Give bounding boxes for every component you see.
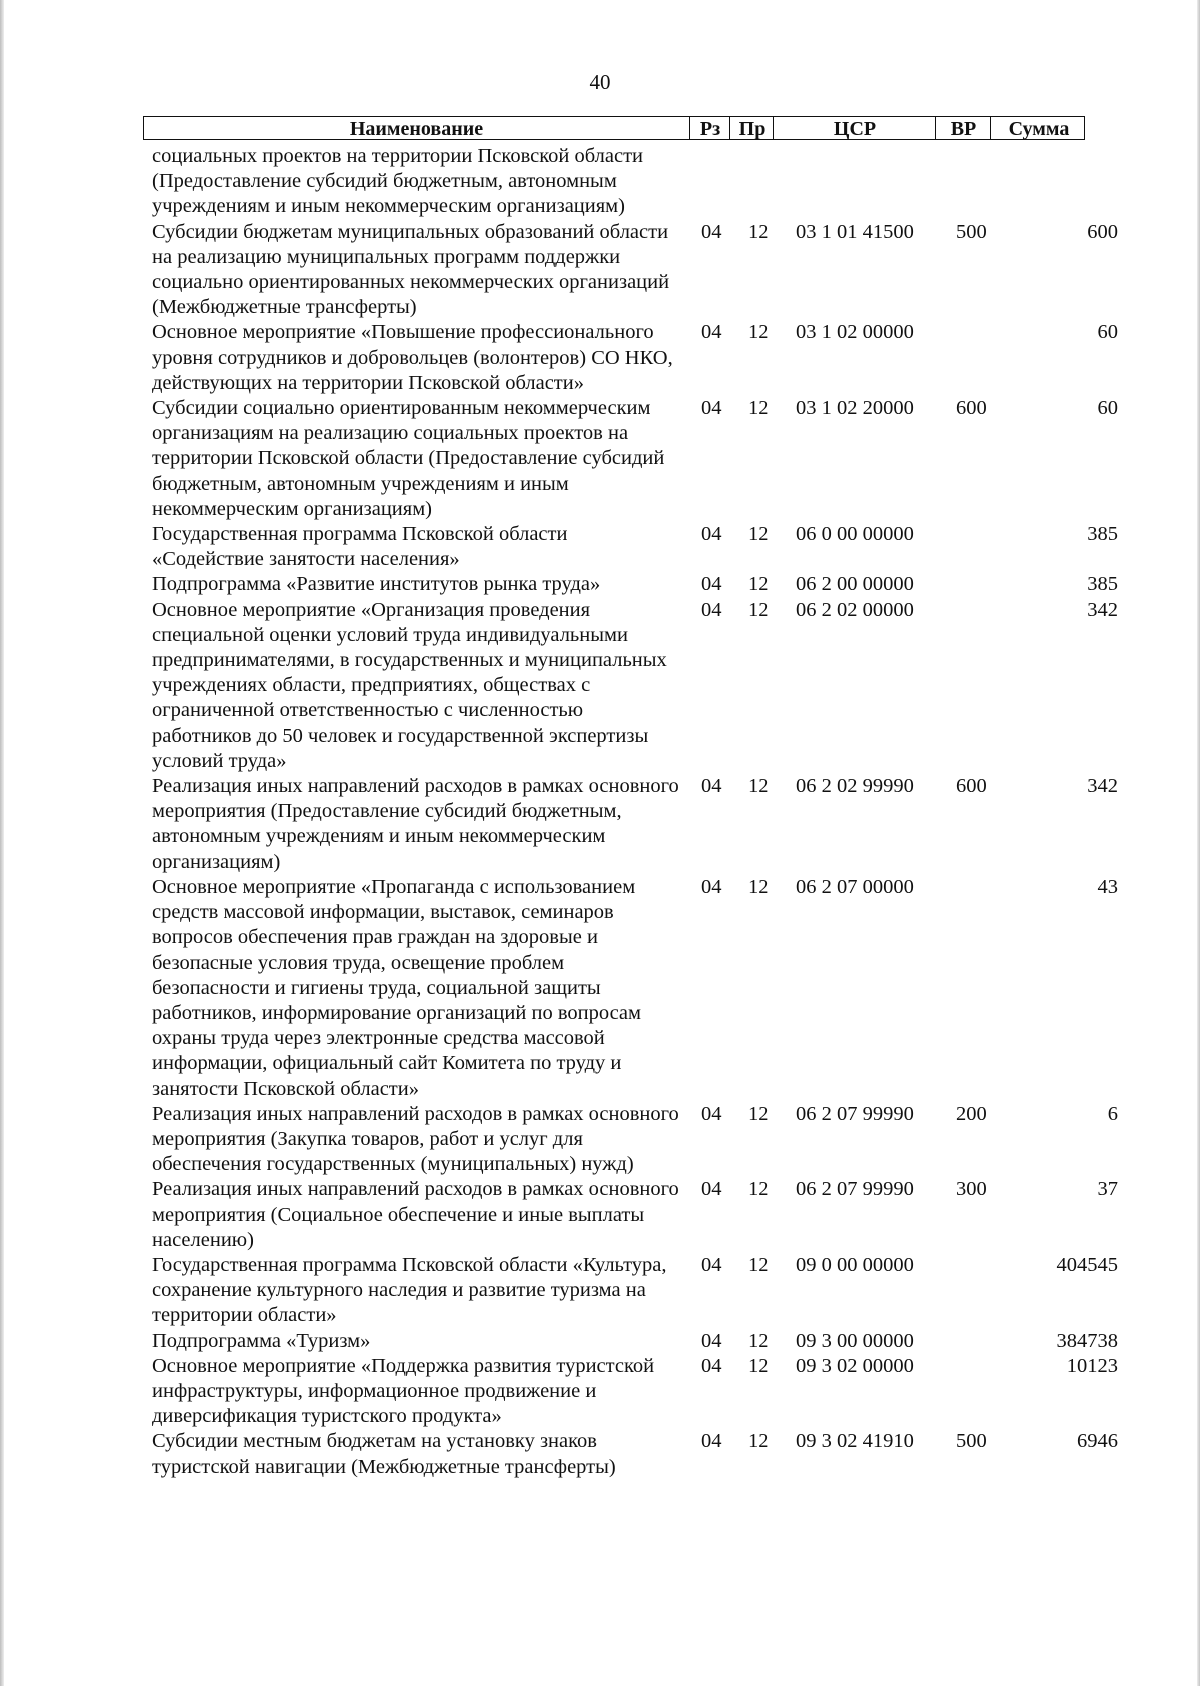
table-row — [150, 1102, 1120, 1178]
row-rz: 04 — [701, 598, 722, 621]
row-rz: 04 — [701, 1102, 722, 1125]
row-rz: 04 — [701, 1329, 722, 1352]
row-rz: 04 — [701, 321, 722, 344]
header-csr: ЦСР — [773, 117, 936, 139]
table-row — [150, 220, 1120, 321]
row-csr: 06 2 07 99990 — [796, 1178, 914, 1201]
row-name: Субсидии бюджетам муниципальных образований области на реализацию муниципальных программ поддержки социально ориентированных некоммерческих организаций (Межбюджетные трансферты) — [152, 220, 670, 319]
row-sum: 37 — [1097, 1178, 1118, 1201]
row-sum: 6 — [1107, 1102, 1118, 1125]
row-rz: 04 — [701, 775, 722, 798]
row-rz: 04 — [701, 1430, 722, 1453]
table-row — [150, 1253, 1120, 1329]
table-row — [150, 396, 1120, 522]
row-csr: 09 3 02 41910 — [796, 1430, 914, 1453]
table-row — [150, 774, 1120, 875]
row-csr: 06 2 07 00000 — [796, 875, 914, 898]
row-sum: 342 — [1087, 775, 1118, 798]
row-pr: 12 — [748, 875, 769, 898]
row-name: Государственная программа Псковской области «Культура, сохранение культурного наследия и развитие туризма на территории области» — [152, 1253, 667, 1327]
row-sum: 385 — [1087, 573, 1118, 596]
row-sum: 60 — [1097, 321, 1118, 344]
row-sum: 43 — [1097, 875, 1118, 898]
row-pr: 12 — [748, 1430, 769, 1453]
row-csr: 06 2 02 00000 — [796, 598, 914, 621]
row-sum: 384738 — [1056, 1329, 1118, 1352]
row-sum: 342 — [1087, 598, 1118, 621]
table-row — [150, 522, 1120, 572]
row-rz: 04 — [701, 1354, 722, 1377]
row-name: Подпрограмма «Развитие институтов рынка труда» — [152, 573, 601, 596]
row-name: Реализация иных направлений расходов в рамках основного мероприятия (Предоставление субсидий бюджетным, автономным учреждениям и иным некоммерческим организациям) — [152, 775, 679, 873]
row-rz: 04 — [701, 573, 722, 596]
row-rz: 04 — [701, 1253, 722, 1276]
row-name: Государственная программа Псковской области «Содействие занятости населения» — [152, 523, 568, 571]
row-pr: 12 — [748, 598, 769, 621]
row-name: Основное мероприятие «Повышение профессионального уровня сотрудников и добровольцев (волонтеров) СО НКО, действующих на территории Псковской области» — [152, 321, 673, 394]
table-row — [150, 572, 1120, 597]
row-name: Реализация иных направлений расходов в рамках основного мероприятия (Социальное обеспечение и иные выплаты населению) — [152, 1178, 679, 1251]
row-name: Реализация иных направлений расходов в рамках основного мероприятия (Закупка товаров, работ и услуг для обеспечения государственных (муниципальных) нужд) — [152, 1102, 679, 1176]
row-rz: 04 — [701, 220, 722, 243]
row-name: Подпрограмма «Туризм» — [152, 1329, 371, 1352]
scan-edge-left — [0, 0, 4, 1686]
row-csr: 03 1 01 41500 — [796, 220, 914, 243]
row-pr: 12 — [748, 220, 769, 243]
table-row — [150, 1429, 1120, 1479]
row-csr: 06 2 02 99990 — [796, 775, 914, 798]
row-name: Основное мероприятие «Организация проведения специальной оценки условий труда индивидуальными предпринимателями, в государственных и муниципальных учреждениях области, предприятиях, обществах с ограниченной ответственностью с численностью работников до 50 человек и государственной экспертизы условий труда» — [152, 598, 667, 772]
table-row — [150, 1177, 1120, 1253]
table-row — [150, 144, 1120, 220]
row-csr: 06 2 00 00000 — [796, 573, 914, 596]
row-csr: 09 0 00 00000 — [796, 1253, 914, 1276]
row-pr: 12 — [748, 1102, 769, 1125]
row-name: социальных проектов на территории Псковской области (Предоставление субсидий бюджетным, автономным учреждениям и иным некоммерческим организациям) — [152, 145, 644, 218]
table-row — [150, 1329, 1120, 1354]
row-sum: 404545 — [1056, 1253, 1118, 1276]
row-sum: 600 — [1087, 220, 1118, 243]
row-name: Субсидии социально ориентированным некоммерческим организациям на реализацию социальных проектов на территории Псковской области (Предоставление субсидий бюджетным, автономным учреждениям и иным некоммерческим организациям) — [152, 397, 665, 520]
row-pr: 12 — [748, 1253, 769, 1276]
row-csr: 09 3 00 00000 — [796, 1329, 914, 1352]
budget-table — [150, 144, 1120, 1480]
header-rz: Рз — [689, 117, 730, 139]
table-row — [150, 875, 1120, 1102]
row-vr: 500 — [956, 1430, 987, 1453]
row-pr: 12 — [748, 321, 769, 344]
row-pr: 12 — [748, 1354, 769, 1377]
row-vr: 300 — [956, 1178, 987, 1201]
row-sum: 60 — [1097, 397, 1118, 420]
row-rz: 04 — [701, 397, 722, 420]
row-pr: 12 — [748, 1178, 769, 1201]
row-rz: 04 — [701, 1178, 722, 1201]
row-pr: 12 — [748, 775, 769, 798]
table-row — [150, 598, 1120, 774]
row-sum: 6946 — [1077, 1430, 1118, 1453]
row-vr: 500 — [956, 220, 987, 243]
row-rz: 04 — [701, 523, 722, 546]
row-pr: 12 — [748, 573, 769, 596]
header-name: Наименование — [349, 118, 484, 140]
row-pr: 12 — [748, 523, 769, 546]
row-csr: 06 2 07 99990 — [796, 1102, 914, 1125]
row-csr: 03 1 02 20000 — [796, 397, 914, 420]
row-csr: 03 1 02 00000 — [796, 321, 914, 344]
row-rz: 04 — [701, 875, 722, 898]
row-csr: 06 0 00 00000 — [796, 523, 914, 546]
row-name: Основное мероприятие «Поддержка развития туристской инфраструктуры, информационное продвижение и диверсификация туристского продукта» — [152, 1354, 655, 1428]
table-row — [150, 320, 1120, 396]
row-pr: 12 — [748, 1329, 769, 1352]
row-vr: 200 — [956, 1102, 987, 1125]
table-header — [143, 116, 1085, 140]
page-number: 40 — [589, 70, 611, 94]
row-pr: 12 — [748, 397, 769, 420]
row-vr: 600 — [956, 775, 987, 798]
table-row — [150, 1354, 1120, 1430]
header-sum: Сумма — [990, 117, 1087, 139]
row-name: Основное мероприятие «Пропаганда с использованием средств массовой информации, выставок, семинаров вопросов обеспечения прав граждан на здоровые и безопасные условия труда, освещение проблем безопасности и гигиены труда, социальной защиты работников, информирование организаций по вопросам охраны труда через электронные средства массовой информации, официальный сайт Комитета по труду и занятости Псковской области» — [152, 875, 642, 1100]
header-vr: ВР — [935, 117, 991, 139]
row-name: Субсидии местным бюджетам на установку знаков туристской навигации (Межбюджетные трансферты) — [152, 1430, 616, 1478]
row-csr: 09 3 02 00000 — [796, 1354, 914, 1377]
header-pr: Пр — [729, 117, 774, 139]
row-vr: 600 — [956, 397, 987, 420]
row-sum: 10123 — [1066, 1354, 1118, 1377]
row-sum: 385 — [1087, 523, 1118, 546]
